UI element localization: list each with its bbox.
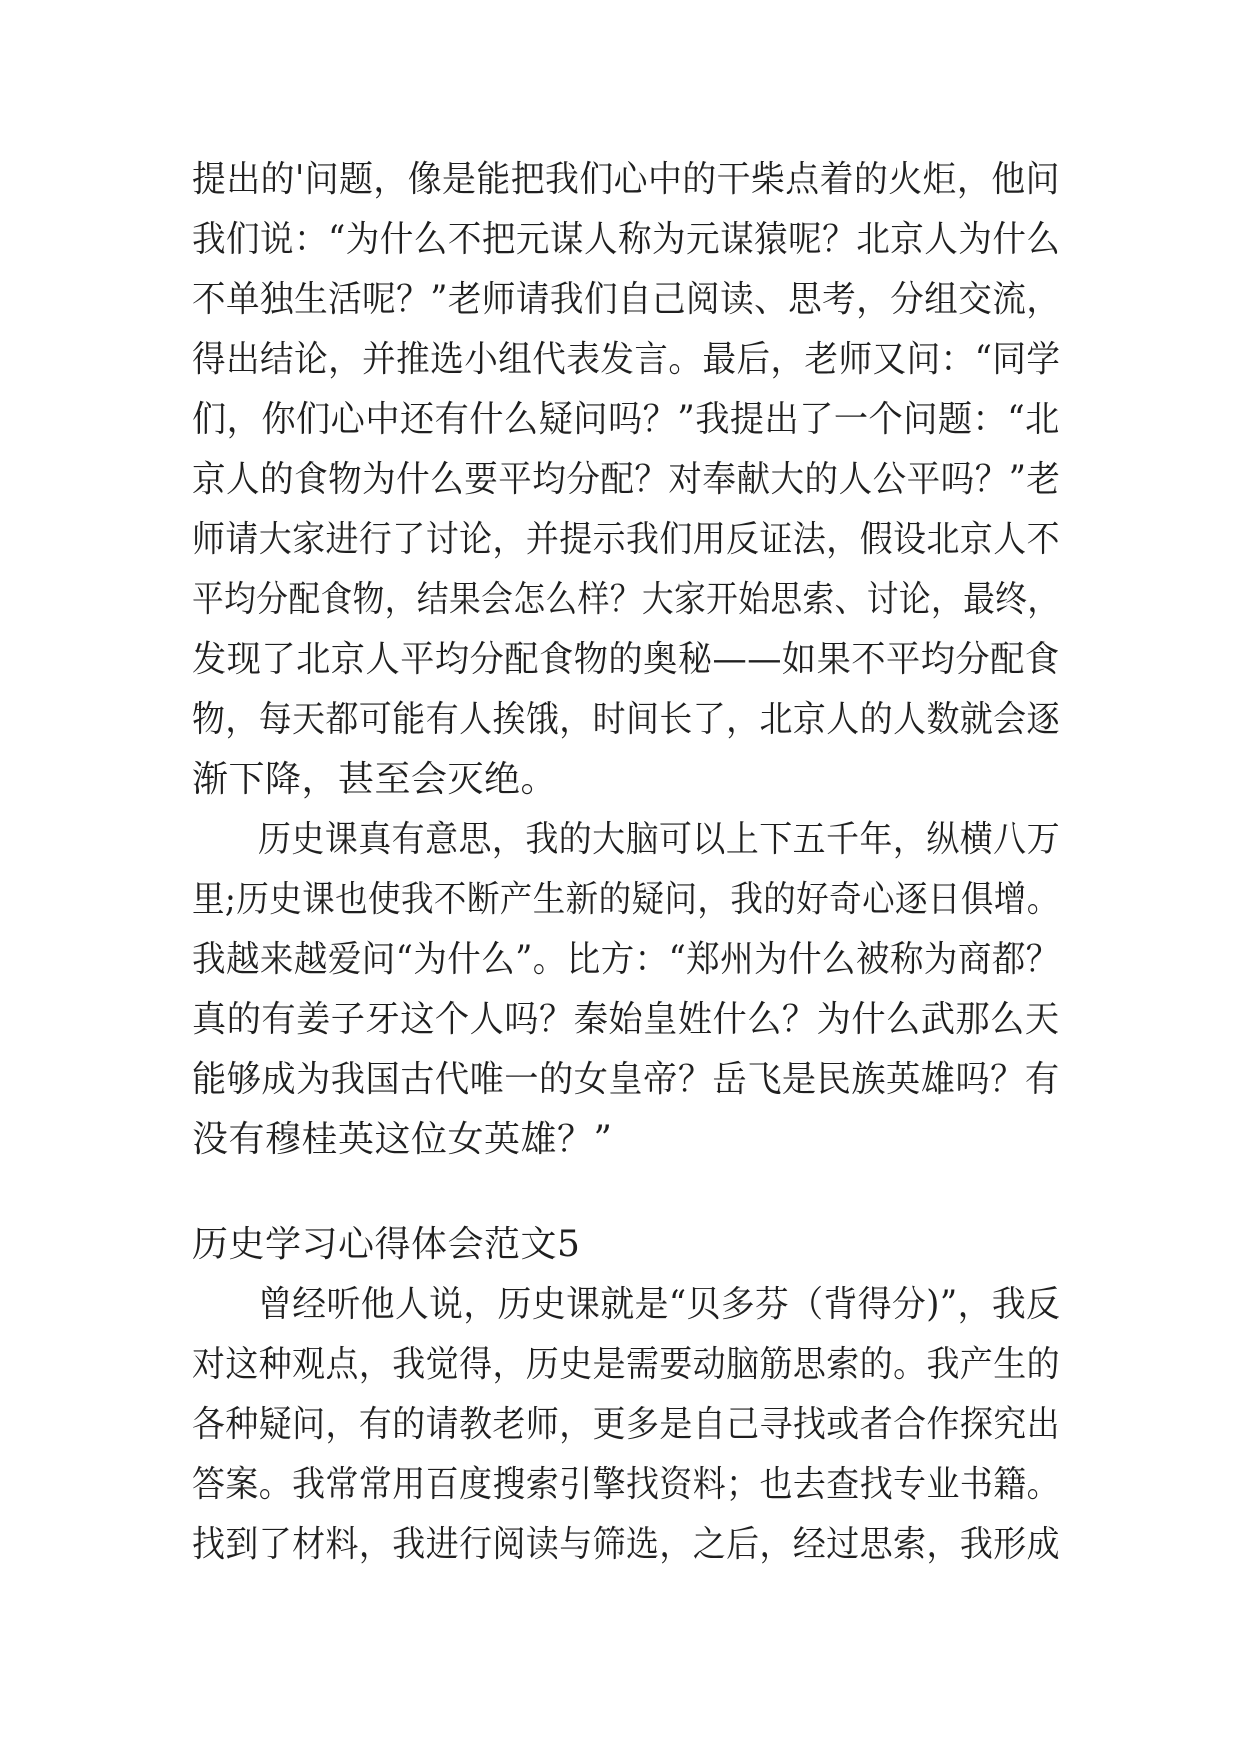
text-line: 各种疑问，有的请教老师，更多是自己寻找或者合作探究出 — [192, 1404, 1061, 1445]
text-line: 真的有姜子牙这个人吗？秦始皇姓什么？为什么武那么天 — [192, 999, 1060, 1040]
text-line: 们，你们心中还有什么疑问吗？”我提出了一个问题：“北 — [192, 399, 1060, 440]
text-line: 物，每天都可能有人挨饿，时间长了，北京人的人数就会逐 — [192, 699, 1061, 740]
text-line: 京人的食物为什么要平均分配？对奉献大的人公平吗？”老 — [192, 459, 1061, 500]
text-line: 曾经听他人说，历史课就是“贝多芬（背得分)”，我反 — [258, 1284, 1061, 1325]
text-line: 得出结论，并推选小组代表发言。最后，老师又问：“同学 — [192, 339, 1061, 380]
text-line: 我越来越爱问“为什么”。比方：“郑州为什么被称为商都？ — [192, 939, 1060, 980]
section-heading: 历史学习心得体会范文5 — [192, 1224, 581, 1265]
text-line: 师请大家进行了讨论，并提示我们用反证法，假设北京人不 — [192, 519, 1061, 560]
text-line: 平均分配食物，结果会怎么样？大家开始思索、讨论，最终， — [192, 579, 1060, 620]
text-line: 能够成为我国古代唯一的女皇帝？岳飞是民族英雄吗？有 — [192, 1059, 1060, 1100]
text-line: 提出的'问题，像是能把我们心中的干柴点着的火炬，他问 — [192, 159, 1060, 200]
text-line: 发现了北京人平均分配食物的奥秘——如果不平均分配食 — [192, 639, 1060, 680]
text-line: 历史课真有意思，我的大脑可以上下五千年，纵横八万 — [258, 819, 1061, 860]
text-line: 没有穆桂英这位女英雄？” — [192, 1119, 613, 1160]
text-line: 里;历史课也使我不断产生新的疑问，我的好奇心逐日俱增。 — [192, 879, 1060, 920]
text-line: 我们说：“为什么不把元谋人称为元谋猿呢？北京人为什么 — [192, 219, 1061, 260]
text-line: 答案。我常常用百度搜索引擎找资料；也去查找专业书籍。 — [192, 1464, 1061, 1505]
text-line: 对这种观点，我觉得，历史是需要动脑筋思索的。我产生的 — [192, 1344, 1061, 1385]
text-line: 不单独生活呢？”老师请我们自己阅读、思考，分组交流， — [192, 279, 1061, 320]
text-line: 渐下降，甚至会灭绝。 — [192, 759, 558, 800]
text-line: 找到了材料，我进行阅读与筛选，之后，经过思索，我形成 — [192, 1524, 1061, 1565]
